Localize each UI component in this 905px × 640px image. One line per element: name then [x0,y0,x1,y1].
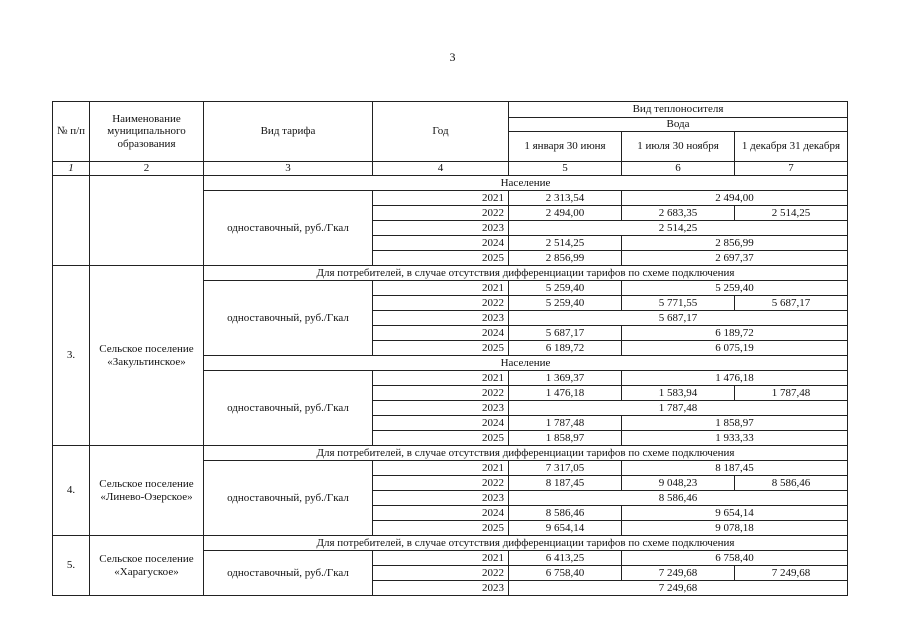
group-title: Для потребителей, в случае отсутствия дифференциации тарифов по схеме подключения [204,446,848,461]
col-number: 3 [204,162,373,176]
col-number: 4 [373,162,509,176]
municipality-name [90,176,204,266]
col-number: 5 [509,162,622,176]
value-cell: 9 048,23 [622,476,735,491]
header-num: № п/п [53,102,90,162]
year-cell: 2023 [373,401,509,416]
header-tariff-type: Вид тарифа [204,102,373,162]
value-cell: 8 586,46 [509,506,622,521]
value-cell: 1 858,97 [622,416,848,431]
table-body [53,176,848,596]
value-cell: 5 687,17 [735,296,848,311]
value-cell: 5 687,17 [509,311,848,326]
year-cell: 2021 [373,461,509,476]
group-title-row [53,266,848,281]
group-title: Население [204,176,848,191]
header-municipality: Наименование муниципального образования [90,102,204,162]
year-cell: 2024 [373,506,509,521]
value-cell: 1 369,37 [509,371,622,386]
value-cell: 6 758,40 [509,566,622,581]
year-cell: 2024 [373,416,509,431]
value-cell: 2 514,25 [509,221,848,236]
year-cell: 2023 [373,491,509,506]
value-cell: 8 586,46 [509,491,848,506]
municipality-name: Сельское поселение «Харагуское» [90,536,204,596]
value-cell: 5 259,40 [509,296,622,311]
tariff-table [52,101,848,596]
value-cell: 1 787,48 [735,386,848,401]
table-header [53,102,848,176]
year-cell: 2024 [373,326,509,341]
year-cell: 2023 [373,581,509,596]
value-cell: 9 654,14 [622,506,848,521]
tariff-type: одноставочный, руб./Гкал [204,371,373,446]
year-cell: 2022 [373,296,509,311]
value-cell: 8 187,45 [509,476,622,491]
value-cell: 2 856,99 [622,236,848,251]
year-cell: 2021 [373,191,509,206]
year-cell: 2024 [373,236,509,251]
value-cell: 8 187,45 [622,461,848,476]
year-cell: 2021 [373,371,509,386]
year-cell: 2022 [373,386,509,401]
year-cell: 2025 [373,431,509,446]
value-cell: 9 654,14 [509,521,622,536]
col-number: 7 [735,162,848,176]
column-numbers-row [53,162,848,176]
value-cell: 6 189,72 [622,326,848,341]
header-period-1: 1 января 30 июня [509,132,622,162]
tariff-type: одноставочный, руб./Гкал [204,281,373,356]
value-cell: 2 494,00 [622,191,848,206]
value-cell: 6 189,72 [509,341,622,356]
value-cell: 5 771,55 [622,296,735,311]
value-cell: 7 249,68 [509,581,848,596]
col-number: 6 [622,162,735,176]
group-title: Для потребителей, в случае отсутствия дифференциации тарифов по схеме подключения [204,536,848,551]
value-cell: 1 933,33 [622,431,848,446]
header-water: Вода [509,118,848,132]
value-cell: 7 249,68 [735,566,848,581]
value-cell: 9 078,18 [622,521,848,536]
tariff-type: одноставочный, руб./Гкал [204,461,373,536]
col-number: 1 [53,162,90,176]
row-number: 5. [53,536,90,596]
year-cell: 2023 [373,311,509,326]
value-cell: 6 758,40 [622,551,848,566]
value-cell: 2 514,25 [509,236,622,251]
tariff-type: одноставочный, руб./Гкал [204,191,373,266]
value-cell: 6 075,19 [622,341,848,356]
year-cell: 2021 [373,551,509,566]
year-cell: 2022 [373,476,509,491]
group-title-row [53,176,848,191]
year-cell: 2022 [373,566,509,581]
year-cell: 2025 [373,251,509,266]
value-cell: 5 259,40 [622,281,848,296]
header-period-3: 1 декабря 31 декабря [735,132,848,162]
municipality-name: Сельское поселение «Закультинское» [90,266,204,446]
value-cell: 1 787,48 [509,416,622,431]
value-cell: 5 259,40 [509,281,622,296]
group-title: Для потребителей, в случае отсутствия дифференциации тарифов по схеме подключения [204,266,848,281]
row-number: 4. [53,446,90,536]
year-cell: 2025 [373,521,509,536]
value-cell: 2 514,25 [735,206,848,221]
value-cell: 7 317,05 [509,461,622,476]
value-cell: 2 313,54 [509,191,622,206]
group-title-row [53,536,848,551]
municipality-name: Сельское поселение «Линево-Озерское» [90,446,204,536]
year-cell: 2023 [373,221,509,236]
value-cell: 1 583,94 [622,386,735,401]
value-cell: 5 687,17 [509,326,622,341]
value-cell: 1 858,97 [509,431,622,446]
header-period-2: 1 июля 30 ноября [622,132,735,162]
value-cell: 2 683,35 [622,206,735,221]
year-cell: 2025 [373,341,509,356]
header-year: Год [373,102,509,162]
year-cell: 2021 [373,281,509,296]
value-cell: 1 476,18 [509,386,622,401]
value-cell: 2 856,99 [509,251,622,266]
page-number: 3 [449,50,456,64]
col-number: 2 [90,162,204,176]
row-number: 3. [53,266,90,446]
group-title-row [53,446,848,461]
value-cell: 7 249,68 [622,566,735,581]
value-cell: 1 476,18 [622,371,848,386]
value-cell: 6 413,25 [509,551,622,566]
group-title: Население [204,356,848,371]
value-cell: 8 586,46 [735,476,848,491]
tariff-type: одноставочный, руб./Гкал [204,551,373,596]
row-number [53,176,90,266]
value-cell: 1 787,48 [509,401,848,416]
value-cell: 2 494,00 [509,206,622,221]
year-cell: 2022 [373,206,509,221]
value-cell: 2 697,37 [622,251,848,266]
header-carrier: Вид теплоносителя [509,102,848,118]
